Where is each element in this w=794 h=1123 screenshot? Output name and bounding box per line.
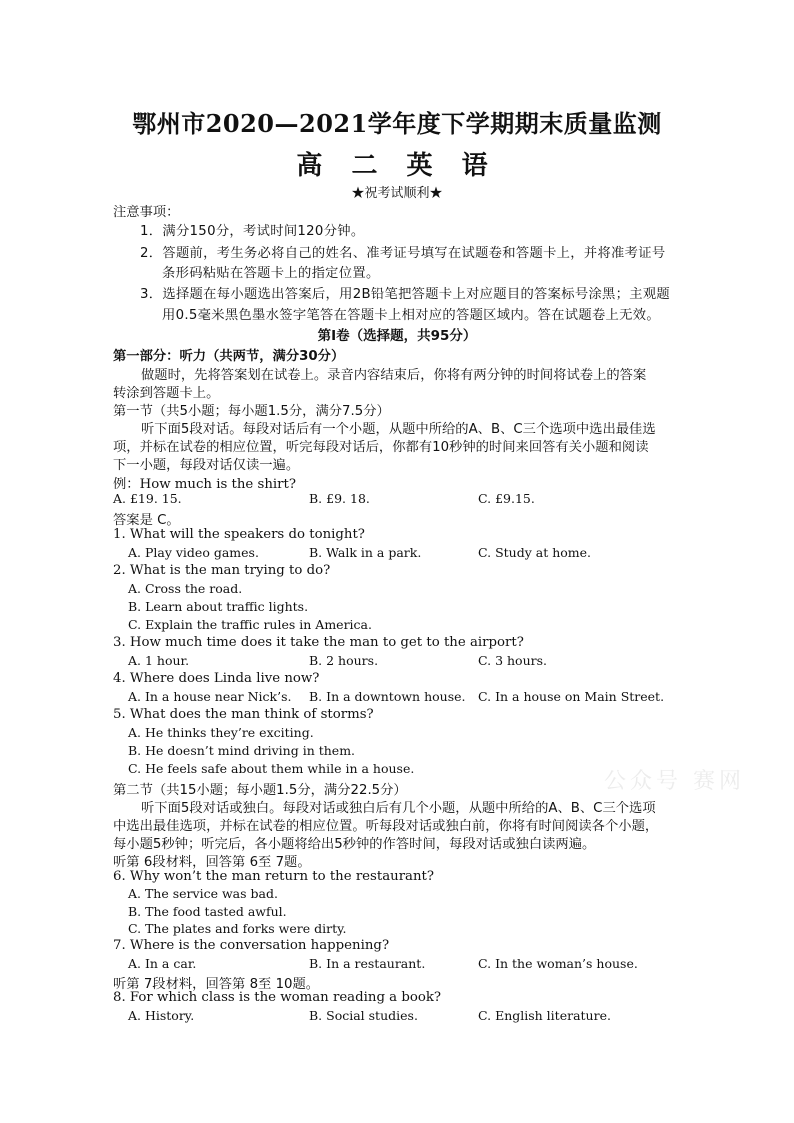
q6-option-a: A. The service was bad.: [128, 886, 278, 901]
question-5: 5. What does the man think of storms?: [113, 707, 374, 722]
section1-instr-line1: 听下面5段对话。每段对话后有一个小题，从题中所给的A、B、C三个选项中选出最佳选: [141, 422, 656, 437]
part1-intro-line1: 做题时，先将答案划在试卷上。录音内容结束后，你将有两分钟的时间将试卷上的答案: [141, 368, 647, 383]
q1-option-a: A. Play video games.: [128, 545, 259, 560]
example-option-c: C. £9.15.: [478, 491, 535, 506]
slogan: ★祝考试顺利★: [351, 186, 443, 201]
q3-option-b: B. 2 hours.: [309, 653, 379, 668]
question-1: 1. What will the speakers do tonight?: [113, 527, 365, 542]
note-item-2-cont: 条形码粘贴在答题卡上的指定位置。: [162, 266, 380, 281]
note-item-3: 3．选择题在每小题选出答案后，用2B铅笔把答题卡上对应题目的答案标号涂黑；主观题: [140, 287, 671, 302]
section1-title: 第一节（共5小题；每小题1.5分，满分7.5分）: [113, 404, 390, 419]
note-item-1: 1．满分150分，考试时间120分钟。: [140, 224, 365, 239]
q3-option-c: C. 3 hours.: [478, 653, 547, 668]
example-question: 例：How much is the shirt?: [113, 477, 296, 492]
q6-option-b: B. The food tasted awful.: [128, 904, 287, 919]
q8-option-c: C. English literature.: [478, 1008, 611, 1023]
note-item-3-cont: 用0.5毫米黑色墨水签字笔答在答题卡上相对应的答题区域内。答在试题卷上无效。: [162, 308, 660, 323]
q4-option-b: B. In a downtown house.: [309, 689, 466, 704]
q5-option-b: B. He doesn’t mind driving in them.: [128, 743, 356, 758]
q7-option-c: C. In the woman’s house.: [478, 956, 638, 971]
section2-title: 第二节（共15小题；每小题1.5分，满分22.5分）: [113, 783, 407, 798]
material-7-heading: 听第 7段材料，回答第 8至 10题。: [113, 977, 320, 992]
q1-option-c: C. Study at home.: [478, 545, 591, 560]
question-3: 3. How much time does it take the man to get to the airport?: [113, 635, 524, 650]
q6-option-c: C. The plates and forks were dirty.: [128, 921, 347, 936]
q7-option-a: A. In a car.: [128, 956, 197, 971]
q8-option-b: B. Social studies.: [309, 1008, 418, 1023]
section2-instr-line2: 中选出最佳选项，并标在试卷的相应位置。听每段对话或独白前，你将有时间阅读各个小题，: [113, 819, 659, 834]
example-option-a: A. £19. 15.: [113, 491, 182, 506]
question-4: 4. Where does Linda live now?: [113, 671, 320, 686]
note-item-2: 2．答题前，考生务必将自己的姓名、准考证号填写在试题卷和答题卡上，并将准考证号: [140, 246, 666, 261]
section1-instr-line3: 下一小题，每段对话仅读一遍。: [113, 458, 300, 473]
question-6: 6. Why won’t the man return to the restaurant?: [113, 869, 435, 884]
q2-option-a: A. Cross the road.: [128, 581, 243, 596]
q8-option-a: A. History.: [128, 1008, 195, 1023]
volume-heading: 第Ⅰ卷（选择题，共95分）: [317, 328, 477, 344]
material-6-heading: 听第 6段材料，回答第 6至 7题。: [113, 855, 311, 870]
question-2: 2. What is the man trying to do?: [113, 563, 331, 578]
part1-title: 第一部分：听力（共两节，满分30分）: [113, 349, 345, 364]
section1-instr-line2: 项，并标在试卷的相应位置，听完每段对话后，你都有10秒钟的时间来回答有关小题和阅读: [113, 440, 649, 455]
q2-option-b: B. Learn about traffic lights.: [128, 599, 309, 614]
question-8: 8. For which class is the woman reading a book?: [113, 990, 442, 1005]
exam-title: 鄂州市2020—2021学年度下学期期末质量监测: [132, 109, 662, 138]
q4-option-c: C. In a house on Main Street.: [478, 689, 665, 704]
q7-option-b: B. In a restaurant.: [309, 956, 426, 971]
part1-intro-line2: 转涂到答题卡上。: [113, 386, 220, 401]
watermark: 公众号 赛网: [604, 769, 745, 794]
section2-instr-line1: 听下面5段对话或独白。每段对话或独白后有几个小题，从题中所给的A、B、C三个选项: [141, 801, 656, 816]
q5-option-a: A. He thinks they’re exciting.: [128, 725, 314, 740]
example-answer: 答案是 C。: [113, 513, 180, 528]
notes-heading: 注意事项：: [113, 205, 180, 220]
section2-instr-line3: 每小题5秒钟；听完后，各小题将给出5秒钟的作答时间，每段对话或独白读两遍。: [113, 837, 596, 852]
q3-option-a: A. 1 hour.: [128, 653, 190, 668]
q4-option-a: A. In a house near Nick’s.: [128, 689, 292, 704]
example-option-b: B. £9. 18.: [309, 491, 370, 506]
q5-option-c: C. He feels safe about them while in a house.: [128, 761, 415, 776]
q1-option-b: B. Walk in a park.: [309, 545, 422, 560]
subject-title: 高 二 英 语: [296, 151, 498, 181]
q2-option-c: C. Explain the traffic rules in America.: [128, 617, 372, 632]
question-7: 7. Where is the conversation happening?: [113, 938, 390, 953]
